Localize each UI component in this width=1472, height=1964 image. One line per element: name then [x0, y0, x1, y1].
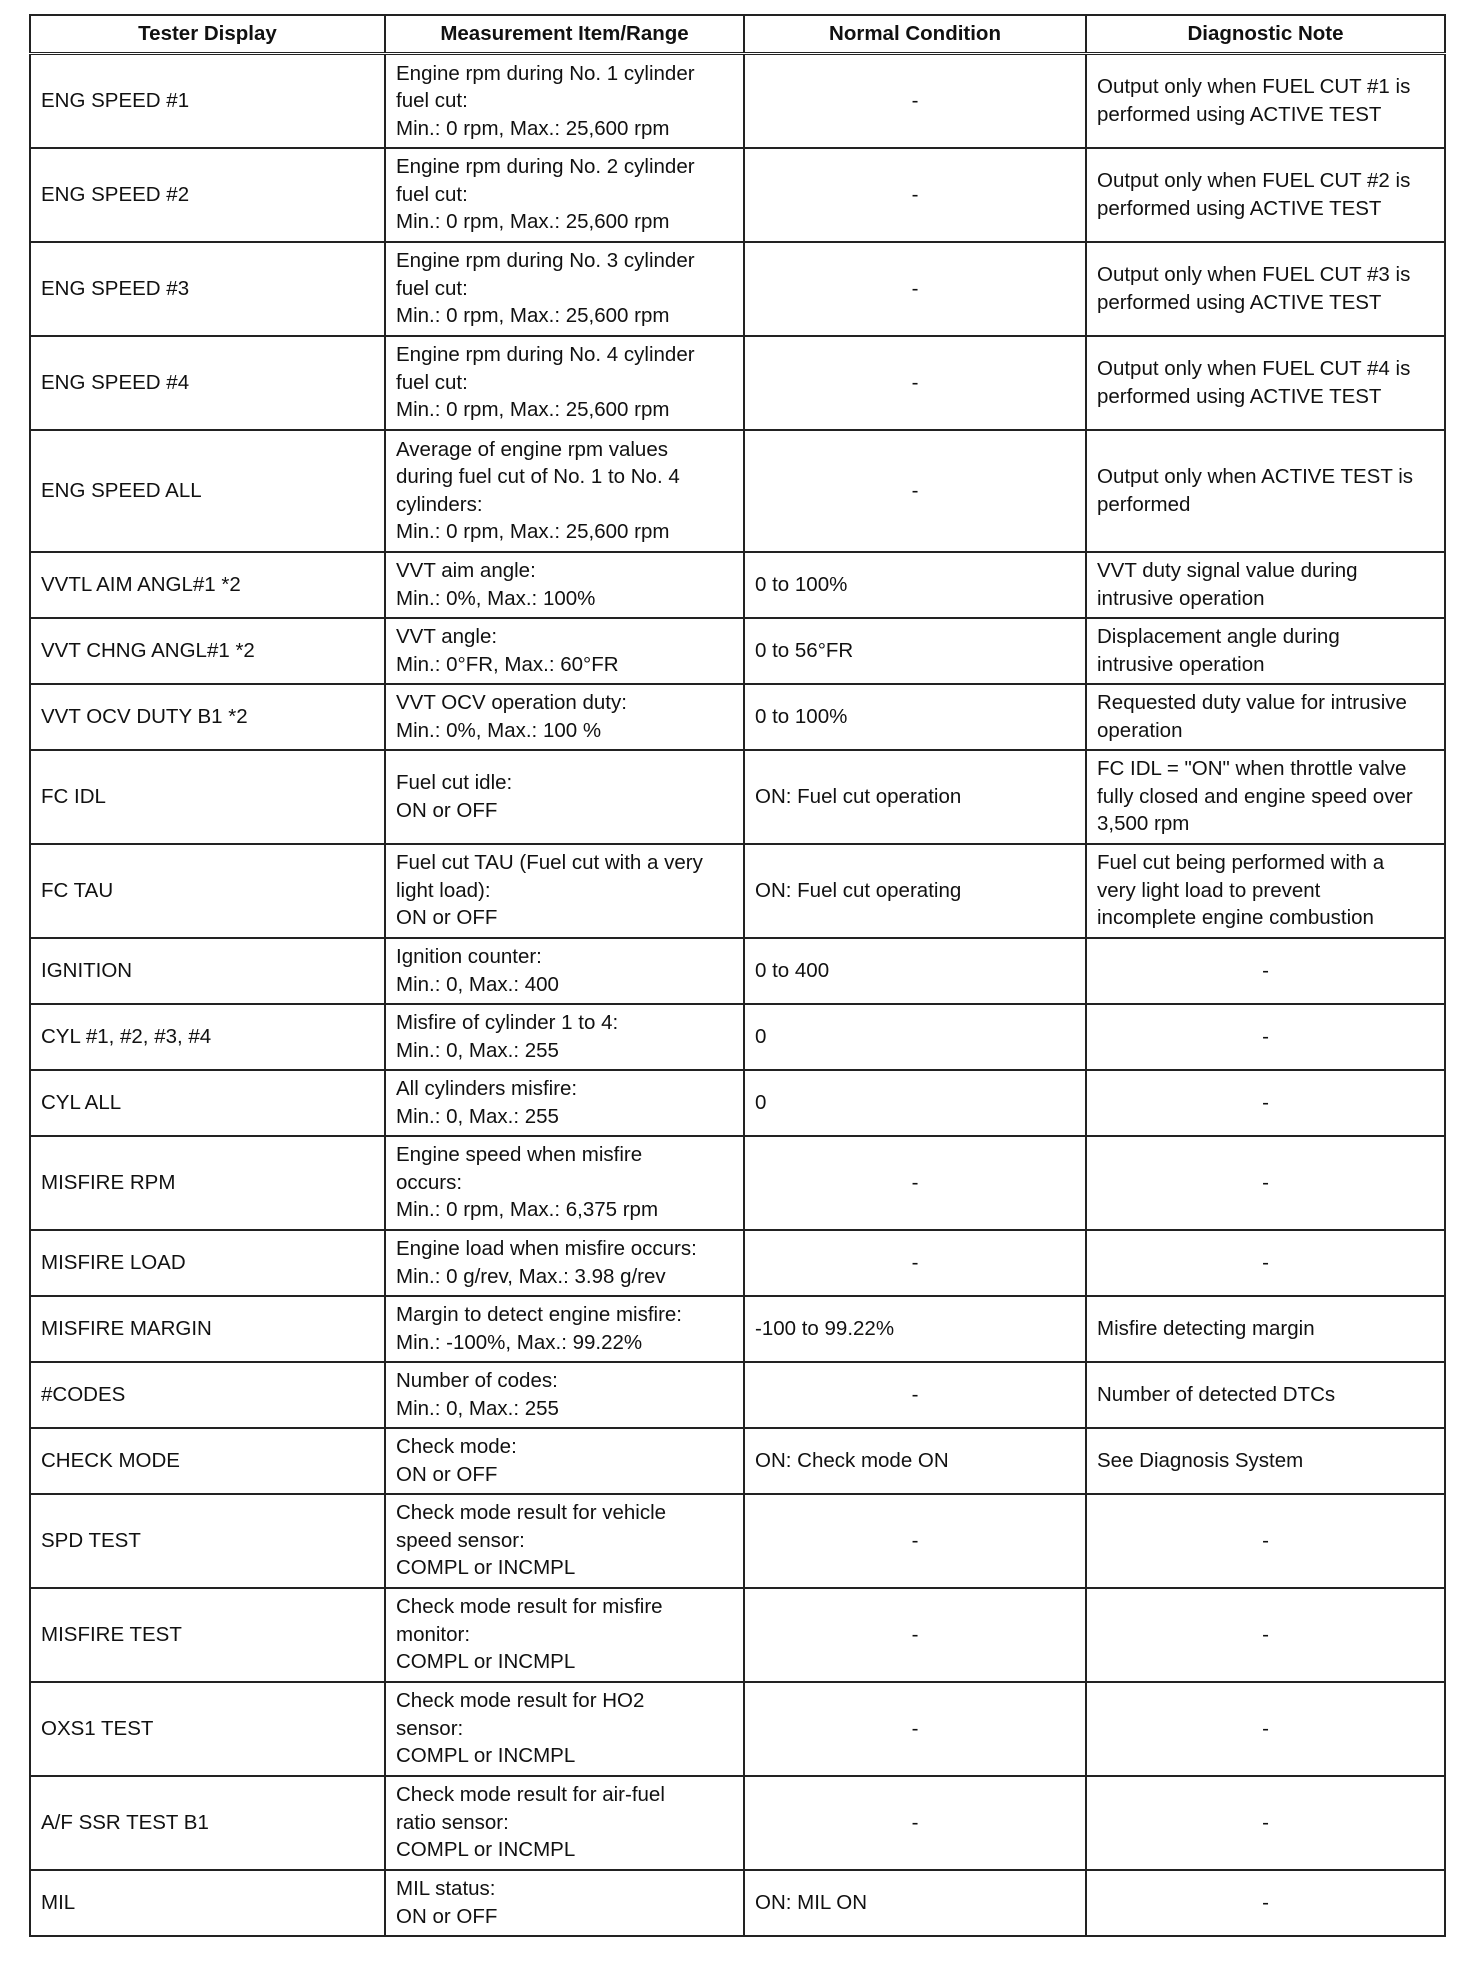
diagnostic-note-line: Requested duty value for intrusive [1097, 691, 1407, 714]
diagnostic-note-line: intrusive operation [1097, 586, 1265, 610]
diagnostic-note-line: - [1262, 1024, 1269, 1048]
normal-condition-cell: -100 to 99.22% [744, 1296, 1086, 1362]
tester-display-cell: IGNITION [30, 938, 385, 1004]
diagnostic-note-line: - [1262, 1170, 1269, 1194]
normal-condition-cell: - [744, 242, 1086, 336]
measurement-range-cell [385, 1070, 744, 1136]
table-row [30, 1870, 1445, 1936]
normal-condition-cell: - [744, 1588, 1086, 1682]
table-row [30, 430, 1445, 552]
normal-condition-cell: - [744, 1362, 1086, 1428]
measurement-range-cell [385, 844, 744, 938]
measurement-range-cell [385, 1870, 744, 1936]
table-row [30, 148, 1445, 242]
tester-display-cell: ENG SPEED ALL [30, 430, 385, 552]
diagnostic-note-line: Output only when FUEL CUT #2 is [1097, 169, 1411, 192]
normal-condition-cell: 0 to 100% [744, 552, 1086, 618]
measurement-range-cell [385, 1494, 744, 1588]
diagnostic-note-cell [1086, 1870, 1445, 1936]
measurement-range-line: Check mode: [396, 1435, 517, 1458]
measurement-range-line: cylinders: [396, 492, 483, 516]
diagnostic-note-line: Fuel cut being performed with a [1097, 851, 1385, 875]
measurement-range-cell [385, 1428, 744, 1494]
table-row [30, 1428, 1445, 1494]
measurement-range-line: VVT OCV operation duty: [396, 691, 627, 714]
table-row [30, 1136, 1445, 1230]
measurement-range-cell [385, 1588, 744, 1682]
measurement-range-line: Min.: 0 rpm, Max.: 25,600 rpm [396, 210, 670, 234]
tester-display-cell: FC IDL [30, 750, 385, 844]
measurement-range-line: fuel cut: [396, 370, 468, 394]
measurement-range-line: Min.: -100%, Max.: 99.22% [396, 1330, 643, 1354]
measurement-range-line: Engine speed when misfire [396, 1143, 643, 1167]
diagnostic-note-line: performed using ACTIVE TEST [1097, 290, 1382, 314]
measurement-range-line: All cylinders misfire: [396, 1077, 578, 1100]
measurement-range-line: COMPL or INCMPL [396, 1838, 576, 1862]
header-measurement-item: Measurement Item/Range [385, 15, 744, 54]
measurement-range-cell [385, 684, 744, 750]
measurement-range-line: VVT angle: [396, 625, 498, 648]
normal-condition-cell: - [744, 148, 1086, 242]
measurement-range-line: Min.: 0 rpm, Max.: 25,600 rpm [396, 520, 670, 543]
diagnostic-note-cell [1086, 618, 1445, 684]
diagnostic-note-line: - [1262, 1090, 1269, 1114]
tester-display-cell: #CODES [30, 1362, 385, 1428]
normal-condition-cell: 0 [744, 1070, 1086, 1136]
diagnostic-note-line: - [1262, 1810, 1269, 1834]
measurement-range-line: fuel cut: [396, 276, 468, 300]
measurement-range-line: MIL status: [396, 1877, 496, 1900]
normal-condition-cell: - [744, 1136, 1086, 1230]
measurement-range-line: Check mode result for misfire [396, 1595, 663, 1619]
measurement-range-line: Engine rpm during No. 4 cylinder [396, 343, 695, 367]
measurement-range-line: Check mode result for vehicle [396, 1501, 667, 1525]
diagnostic-note-line: Displacement angle during [1097, 625, 1340, 648]
diagnostic-note-line: - [1262, 1890, 1269, 1914]
diagnostic-note-cell [1086, 1230, 1445, 1296]
measurement-range-line: Min.: 0, Max.: 400 [396, 972, 559, 996]
measurement-range-line: ON or OFF [396, 798, 498, 822]
measurement-range-line: light load): [396, 878, 491, 902]
diagnostic-note-line: performed using ACTIVE TEST [1097, 102, 1382, 126]
diagnostic-note-cell [1086, 1362, 1445, 1428]
diagnostic-note-cell [1086, 750, 1445, 844]
measurement-range-line: Number of codes: [396, 1369, 558, 1392]
measurement-range-line: monitor: [396, 1622, 471, 1646]
header-normal-condition: Normal Condition [744, 15, 1086, 54]
diagnostic-note-cell [1086, 1494, 1445, 1588]
tester-display-cell: CYL #1, #2, #3, #4 [30, 1004, 385, 1070]
normal-condition-cell: 0 to 100% [744, 684, 1086, 750]
measurement-range-line: Fuel cut idle: [396, 771, 513, 794]
diagnostic-note-line: intrusive operation [1097, 652, 1265, 676]
table-row [30, 1230, 1445, 1296]
table-row [30, 750, 1445, 844]
diagnostic-note-line: Number of detected DTCs [1097, 1382, 1336, 1406]
measurement-range-cell [385, 242, 744, 336]
diagnostic-note-line: FC IDL = "ON" when throttle valve [1097, 757, 1407, 781]
tester-display-cell: FC TAU [30, 844, 385, 938]
diagnostic-note-line: fully closed and engine speed over [1097, 784, 1413, 808]
measurement-range-line: ratio sensor: [396, 1810, 509, 1834]
measurement-range-cell [385, 552, 744, 618]
diagnostic-note-cell [1086, 148, 1445, 242]
normal-condition-cell: - [744, 1230, 1086, 1296]
diagnostic-note-cell [1086, 938, 1445, 1004]
tester-display-cell: CYL ALL [30, 1070, 385, 1136]
measurement-range-line: Min.: 0%, Max.: 100% [396, 586, 596, 610]
measurement-range-line: Margin to detect engine misfire: [396, 1303, 682, 1326]
normal-condition-cell: ON: Fuel cut operation [744, 750, 1086, 844]
measurement-range-cell [385, 938, 744, 1004]
tester-display-cell: MIL [30, 1870, 385, 1936]
diagnostic-note-line: operation [1097, 718, 1183, 742]
measurement-range-line: Min.: 0, Max.: 255 [396, 1104, 559, 1128]
measurement-range-line: Misfire of cylinder 1 to 4: [396, 1011, 619, 1034]
measurement-range-cell [385, 1136, 744, 1230]
measurement-range-line: Min.: 0 rpm, Max.: 6,375 rpm [396, 1198, 659, 1222]
normal-condition-cell: ON: Fuel cut operating [744, 844, 1086, 938]
tester-display-cell: ENG SPEED #1 [30, 54, 385, 148]
tester-display-cell: MISFIRE TEST [30, 1588, 385, 1682]
diagnostic-note-cell [1086, 552, 1445, 618]
normal-condition-cell: - [744, 54, 1086, 148]
normal-condition-cell: - [744, 1682, 1086, 1776]
measurement-range-line: COMPL or INCMPL [396, 1556, 576, 1580]
tester-display-cell: OXS1 TEST [30, 1682, 385, 1776]
diagnostic-note-cell [1086, 54, 1445, 148]
measurement-range-line: speed sensor: [396, 1528, 525, 1552]
diagnostic-note-line: Output only when FUEL CUT #3 is [1097, 263, 1411, 286]
measurement-range-line: Engine rpm during No. 3 cylinder [396, 249, 695, 273]
measurement-range-cell [385, 618, 744, 684]
measurement-range-cell [385, 1362, 744, 1428]
measurement-range-line: Min.: 0, Max.: 255 [396, 1038, 559, 1062]
table-row [30, 938, 1445, 1004]
normal-condition-cell: - [744, 336, 1086, 430]
measurement-range-line: fuel cut: [396, 89, 468, 112]
measurement-range-line: fuel cut: [396, 182, 468, 206]
diagnostic-note-cell [1086, 684, 1445, 750]
header-diagnostic-note: Diagnostic Note [1086, 15, 1445, 54]
tester-display-cell: ENG SPEED #2 [30, 148, 385, 242]
diagnostic-note-line: very light load to prevent [1097, 878, 1321, 902]
table-row [30, 54, 1445, 148]
tester-display-cell: MISFIRE LOAD [30, 1230, 385, 1296]
tester-display-cell: VVTL AIM ANGL#1 *2 [30, 552, 385, 618]
diagnostic-note-cell [1086, 1776, 1445, 1870]
measurement-range-cell [385, 1776, 744, 1870]
tester-display-cell: MISFIRE RPM [30, 1136, 385, 1230]
measurement-range-line: Min.: 0 g/rev, Max.: 3.98 g/rev [396, 1264, 666, 1288]
diagnostic-note-cell [1086, 336, 1445, 430]
diagnostic-note-line: Output only when FUEL CUT #4 is [1097, 357, 1411, 380]
diagnostic-note-line: - [1262, 1250, 1269, 1274]
diagnostic-note-cell [1086, 1588, 1445, 1682]
normal-condition-cell: - [744, 1776, 1086, 1870]
measurement-range-line: during fuel cut of No. 1 to No. 4 [396, 465, 680, 488]
diagnostic-note-cell [1086, 844, 1445, 938]
tester-display-cell: MISFIRE MARGIN [30, 1296, 385, 1362]
diagnostic-note-line: Output only when FUEL CUT #1 is [1097, 75, 1411, 99]
diagnostic-note-cell [1086, 1682, 1445, 1776]
tester-display-cell: VVT OCV DUTY B1 *2 [30, 684, 385, 750]
diagnostic-note-cell [1086, 1004, 1445, 1070]
table-row [30, 1588, 1445, 1682]
measurement-range-line: sensor: [396, 1716, 464, 1740]
diagnostic-note-line: performed [1097, 492, 1191, 516]
diagnostic-note-line: performed using ACTIVE TEST [1097, 196, 1382, 220]
measurement-range-cell [385, 1296, 744, 1362]
measurement-range-line: VVT aim angle: [396, 559, 536, 582]
diagnostic-note-cell [1086, 430, 1445, 552]
diagnostic-note-cell [1086, 242, 1445, 336]
measurement-range-line: Min.: 0 rpm, Max.: 25,600 rpm [396, 398, 670, 422]
diagnostic-note-cell [1086, 1136, 1445, 1230]
measurement-range-line: Ignition counter: [396, 945, 542, 968]
measurement-range-line: Fuel cut TAU (Fuel cut with a very [396, 851, 703, 875]
measurement-range-cell [385, 1682, 744, 1776]
measurement-range-cell [385, 750, 744, 844]
measurement-range-line: Engine rpm during No. 1 cylinder [396, 61, 695, 85]
normal-condition-cell: 0 to 400 [744, 938, 1086, 1004]
measurement-range-line: Min.: 0°FR, Max.: 60°FR [396, 652, 619, 676]
table-row [30, 1776, 1445, 1870]
normal-condition-cell: - [744, 430, 1086, 552]
diagnostic-note-line: 3,500 rpm [1097, 812, 1190, 836]
measurement-range-line: COMPL or INCMPL [396, 1744, 576, 1768]
measurement-range-line: Min.: 0 rpm, Max.: 25,600 rpm [396, 116, 670, 140]
measurement-range-line: COMPL or INCMPL [396, 1650, 576, 1674]
table-header-row [30, 15, 1445, 54]
table-row [30, 1494, 1445, 1588]
measurement-range-line: Average of engine rpm values [396, 437, 668, 461]
measurement-range-cell [385, 148, 744, 242]
measurement-range-line: ON or OFF [396, 906, 498, 930]
tester-display-cell: A/F SSR TEST B1 [30, 1776, 385, 1870]
measurement-range-cell [385, 54, 744, 148]
diagnostic-note-line: performed using ACTIVE TEST [1097, 384, 1382, 408]
table-row [30, 552, 1445, 618]
measurement-range-line: ON or OFF [396, 1462, 498, 1486]
table-row [30, 1362, 1445, 1428]
table-row [30, 1004, 1445, 1070]
measurement-range-line: Check mode result for air-fuel [396, 1783, 665, 1807]
diagnostic-note-line: - [1262, 1622, 1269, 1646]
header-tester-display: Tester Display [30, 15, 385, 54]
measurement-range-line: Engine rpm during No. 2 cylinder [396, 155, 695, 179]
table-row [30, 618, 1445, 684]
diagnostic-note-cell [1086, 1296, 1445, 1362]
measurement-range-line: Check mode result for HO2 [396, 1689, 645, 1713]
table-row [30, 1070, 1445, 1136]
tester-display-cell: SPD TEST [30, 1494, 385, 1588]
table-row [30, 1296, 1445, 1362]
measurement-range-line: Min.: 0%, Max.: 100 % [396, 718, 602, 742]
table-row [30, 242, 1445, 336]
diagnostic-note-line: See Diagnosis System [1097, 1448, 1304, 1472]
diagnostic-data-table [29, 14, 1446, 1937]
normal-condition-cell: ON: Check mode ON [744, 1428, 1086, 1494]
diagnostic-note-line: - [1262, 958, 1269, 982]
measurement-range-line: Engine load when misfire occurs: [396, 1237, 697, 1260]
measurement-range-cell [385, 336, 744, 430]
table-row [30, 844, 1445, 938]
normal-condition-cell: - [744, 1494, 1086, 1588]
measurement-range-cell [385, 1230, 744, 1296]
table-row [30, 684, 1445, 750]
diagnostic-note-line: - [1262, 1528, 1269, 1552]
tester-display-cell: VVT CHNG ANGL#1 *2 [30, 618, 385, 684]
table-body [30, 54, 1445, 1936]
diagnostic-note-line: Output only when ACTIVE TEST is [1097, 465, 1413, 488]
diagnostic-note-line: incomplete engine combustion [1097, 906, 1374, 930]
measurement-range-line: occurs: [396, 1170, 463, 1194]
diagnostic-note-line: - [1262, 1716, 1269, 1740]
table-row [30, 336, 1445, 430]
normal-condition-cell: 0 [744, 1004, 1086, 1070]
diagnostic-note-cell [1086, 1070, 1445, 1136]
measurement-range-cell [385, 1004, 744, 1070]
tester-display-cell: ENG SPEED #3 [30, 242, 385, 336]
normal-condition-cell: 0 to 56°FR [744, 618, 1086, 684]
measurement-range-cell [385, 430, 744, 552]
normal-condition-cell: ON: MIL ON [744, 1870, 1086, 1936]
tester-display-cell: ENG SPEED #4 [30, 336, 385, 430]
diagnostic-note-cell [1086, 1428, 1445, 1494]
measurement-range-line: Min.: 0 rpm, Max.: 25,600 rpm [396, 304, 670, 328]
table-row [30, 1682, 1445, 1776]
measurement-range-line: ON or OFF [396, 1904, 498, 1928]
measurement-range-line: Min.: 0, Max.: 255 [396, 1396, 559, 1420]
diagnostic-note-line: Misfire detecting margin [1097, 1316, 1315, 1340]
diagnostic-note-line: VVT duty signal value during [1097, 559, 1358, 582]
tester-display-cell: CHECK MODE [30, 1428, 385, 1494]
